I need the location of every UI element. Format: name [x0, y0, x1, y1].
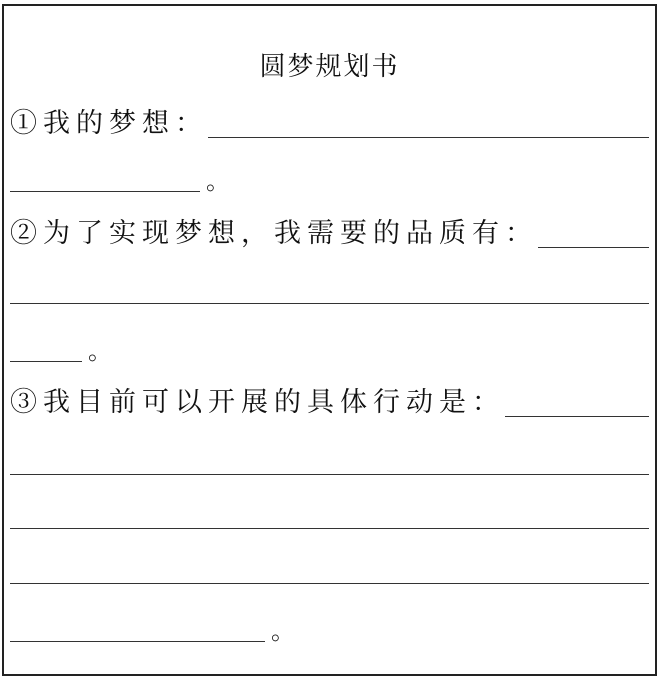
item-dream-row	[10, 102, 649, 142]
period-mark: 。	[206, 167, 230, 195]
item-actions-row	[10, 381, 649, 421]
item-dream-row-2	[10, 156, 649, 196]
item-qualities-row	[10, 212, 649, 252]
actions-blank-line-5[interactable]	[10, 633, 265, 642]
dream-blank-line-1[interactable]	[208, 129, 649, 138]
actions-blank-line-3[interactable]	[10, 528, 649, 529]
plan-sheet	[2, 4, 657, 676]
item-actions-label: ③我目前可以开展的具体行动是：	[10, 387, 505, 418]
actions-blank-line-2[interactable]	[10, 474, 649, 475]
period-mark: 。	[271, 617, 295, 645]
period-mark: 。	[88, 337, 112, 365]
qualities-blank-line-2[interactable]	[10, 303, 649, 304]
page-title: 圆梦规划书	[259, 52, 400, 82]
qualities-blank-line-3[interactable]	[10, 353, 82, 362]
item-qualities-label: ②为了实现梦想，我需要的品质有：	[10, 218, 538, 249]
item-qualities-row-3	[10, 326, 649, 366]
item-actions-row-5	[10, 606, 649, 646]
item-dream-label: ①我的梦想：	[10, 108, 208, 139]
actions-blank-line-1[interactable]	[505, 408, 649, 417]
actions-blank-line-4[interactable]	[10, 583, 649, 584]
qualities-blank-line-1[interactable]	[538, 239, 649, 248]
dream-blank-line-2[interactable]	[10, 183, 200, 192]
